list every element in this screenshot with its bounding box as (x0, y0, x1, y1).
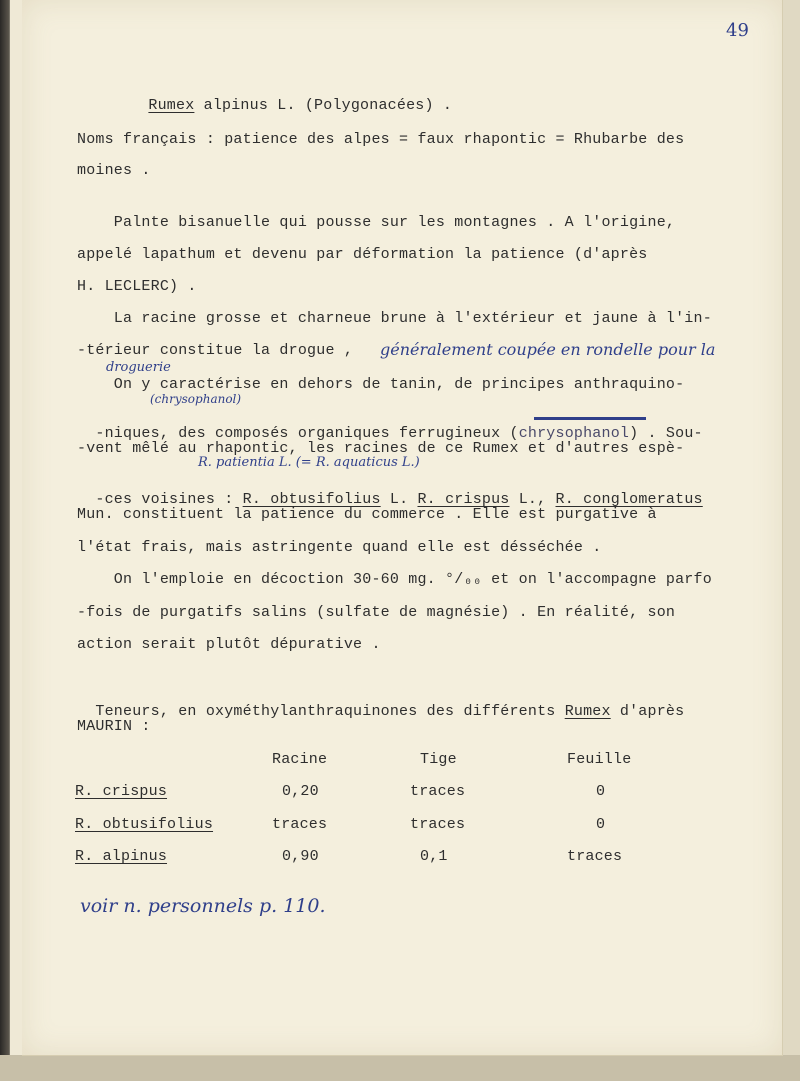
text-line: H. LECLERC) . (77, 278, 197, 295)
handwritten-note: (chrysophanol) (150, 392, 242, 406)
text-line: -vent mêlé au rhapontic, les racines de ce Rumex et d'autres espè- (77, 440, 685, 457)
text-segment: -niques, des composés organiques ferrugineux ( (95, 425, 519, 442)
row-racine: 0,90 (282, 848, 319, 865)
text-line: Mun. constituent la patience du commerce . Elle est purgative à (77, 506, 657, 523)
text-line: Palnte bisanuelle qui pousse sur les montagnes . A l'origine, (77, 214, 676, 231)
species-name: R. conglomeratus (555, 491, 703, 508)
page-number: 49 (726, 20, 749, 41)
strikethrough-mark (534, 417, 646, 420)
text-segment: ) . Sou- (629, 425, 703, 442)
text-line (77, 408, 703, 442)
text-segment: L. (380, 491, 418, 508)
species-name: R. obtusifolius (242, 491, 381, 508)
title-species: alpinus (194, 97, 269, 114)
title-genus: Rumex (148, 97, 195, 114)
text-line: moines . (77, 162, 151, 179)
text-line: La racine grosse et charneue brune à l'extérieur et jaune à l'in- (77, 310, 712, 327)
row-tige: traces (410, 783, 466, 800)
table-header-racine: Racine (272, 751, 328, 768)
row-feuille: traces (567, 848, 623, 865)
row-racine: traces (272, 816, 328, 833)
table-header-tige: Tige (420, 751, 457, 768)
text-line: -térieur constitue la drogue , (77, 342, 354, 359)
handwritten-note: voir n. personnels p. 110. (80, 895, 326, 917)
text-segment: L., (509, 491, 556, 508)
row-feuille: 0 (596, 816, 606, 833)
text-segment: d'après (610, 703, 685, 720)
text-line (77, 686, 684, 720)
row-name: R. crispus (75, 783, 168, 800)
row-tige: 0,1 (420, 848, 448, 865)
table-header-feuille: Feuille (567, 751, 632, 768)
text-segment: -ces voisines : (95, 491, 243, 508)
handwritten-note: droguerie (106, 360, 171, 375)
row-name: R. alpinus (75, 848, 168, 865)
next-page-edge (782, 0, 800, 1081)
title-family: L. (Polygonacées) . (268, 97, 453, 114)
row-feuille: 0 (596, 783, 606, 800)
row-tige: traces (410, 816, 466, 833)
text-line: l'état frais, mais astringente quand elle est désséchée . (77, 539, 602, 556)
handwritten-note: généralement coupée en rondelle pour la (380, 340, 716, 359)
genus-name: Rumex (564, 703, 611, 720)
text-line: Noms français : patience des alpes = faux rhapontic = Rhubarbe des (77, 131, 685, 148)
document-title (130, 80, 452, 114)
text-line: -fois de purgatifs salins (sulfate de magnésie) . En réalité, son (77, 604, 676, 621)
text-line: On y caractérise en dehors de tanin, de principes anthraquino- (77, 376, 685, 393)
page-bottom-edge (0, 1055, 800, 1081)
text-line: MAURIN : (77, 718, 151, 735)
struck-word: chrysophanol (518, 425, 630, 442)
text-line (77, 474, 703, 508)
text-segment: Teneurs, en oxyméthylanthraquinones des différents (95, 703, 565, 720)
text-line: appelé lapathum et devenu par déformation la patience (d'après (77, 246, 648, 263)
handwritten-note: R. patientia L. (= R. aquaticus L.) (198, 455, 420, 470)
row-racine: 0,20 (282, 783, 319, 800)
row-name: R. obtusifolius (75, 816, 214, 833)
species-name: R. crispus (417, 491, 510, 508)
text-line: On l'emploie en décoction 30-60 mg. °/₀₀ et on l'accompagne parfo (77, 571, 712, 588)
text-line: action serait plutôt dépurative . (77, 636, 381, 653)
